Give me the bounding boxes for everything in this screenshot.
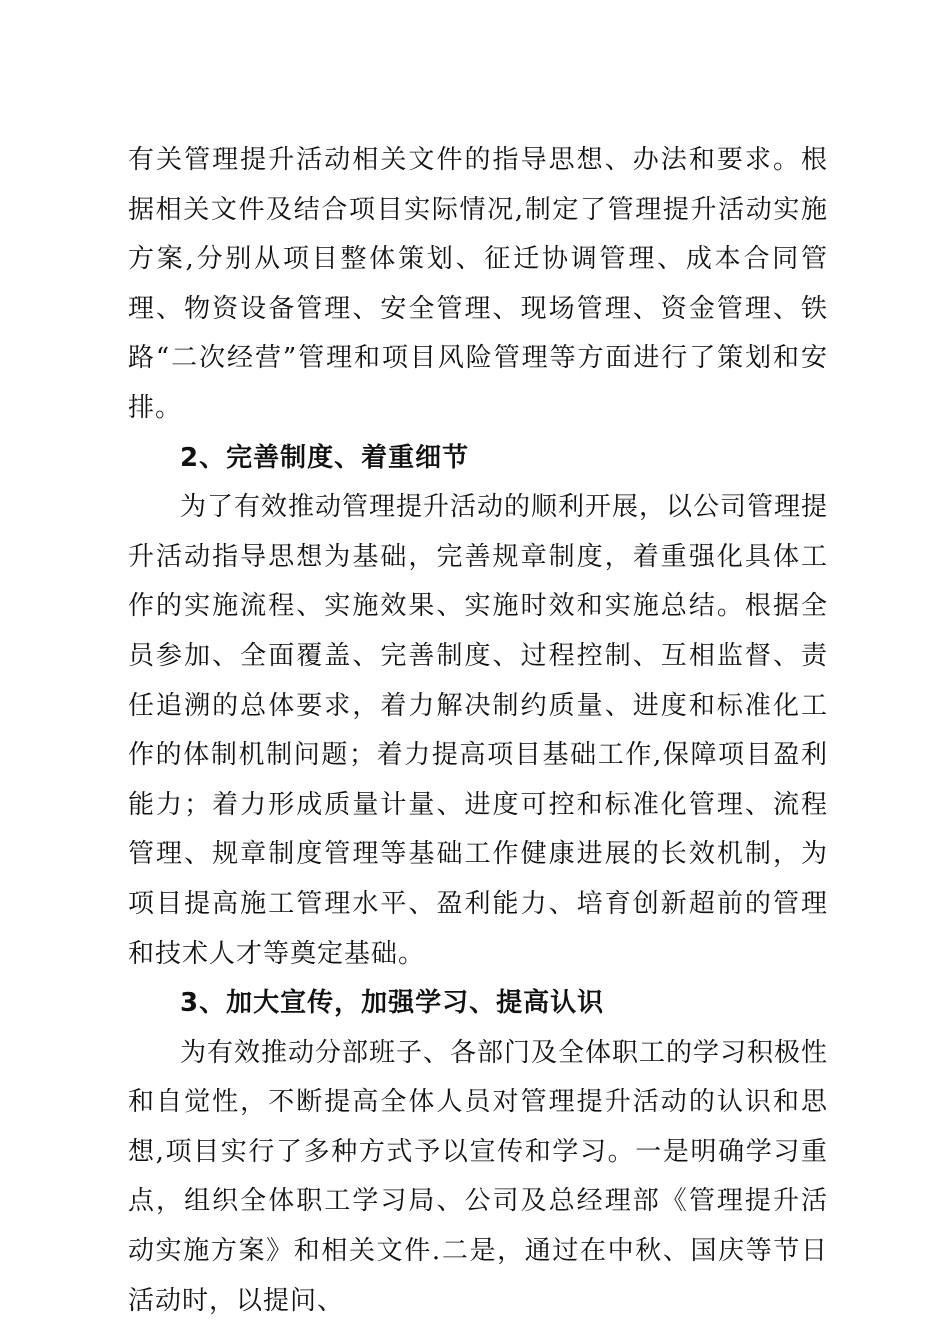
section-heading-2: 2、完善制度、着重细节 [180,442,470,473]
document-body [128,136,828,1326]
paragraph-improve-system: 为了有效推动管理提升活动的顺利开展，以公司管理提升活动指导思想为基础，完善规章制度，着重强化具体工作的实施流程、实施效果、实施时效和实施总结。根据全员参加、全面覆盖、完善制度、过程控制、互相监督、责任追溯的总体要求，着力解决制约质量、进度和标准化工作的体制机制问题；着力提高项目基础工作,保障项目盈利能力；着力形成质量计量、进度可控和标准化管理、流程管理、规章制度管理等基础工作健康进展的长效机制，为项目提高施工管理水平、盈利能力、培育创新超前的管理和技术人才等奠定基础。 [128,492,829,969]
paragraph-continuation: 有关管理提升活动相关文件的指导思想、办法和要求。根据相关文件及结合项目实际情况,制定了管理提升活动实施方案,分别从项目整体策划、征迁协调管理、成本合同管理、物资设备管理、安全管理、现场管理、资金管理、铁路“二次经营”管理和项目风险管理等方面进行了策划和安排。 [128,145,828,423]
section-heading-3: 3、加大宣传，加强学习、提高认识 [180,988,605,1019]
paragraph-publicity-learning: 为有效推动分部班子、各部门及全体职工的学习积极性和自觉性，不断提高全体人员对管理提升活动的认识和思想,项目实行了多种方式予以宣传和学习。一是明确学习重点，组织全体职工学习局、公司及总经理部《管理提升活动实施方案》和相关文件.二是，通过在中秋、国庆等节日活动时，以提问、 [128,1037,829,1316]
